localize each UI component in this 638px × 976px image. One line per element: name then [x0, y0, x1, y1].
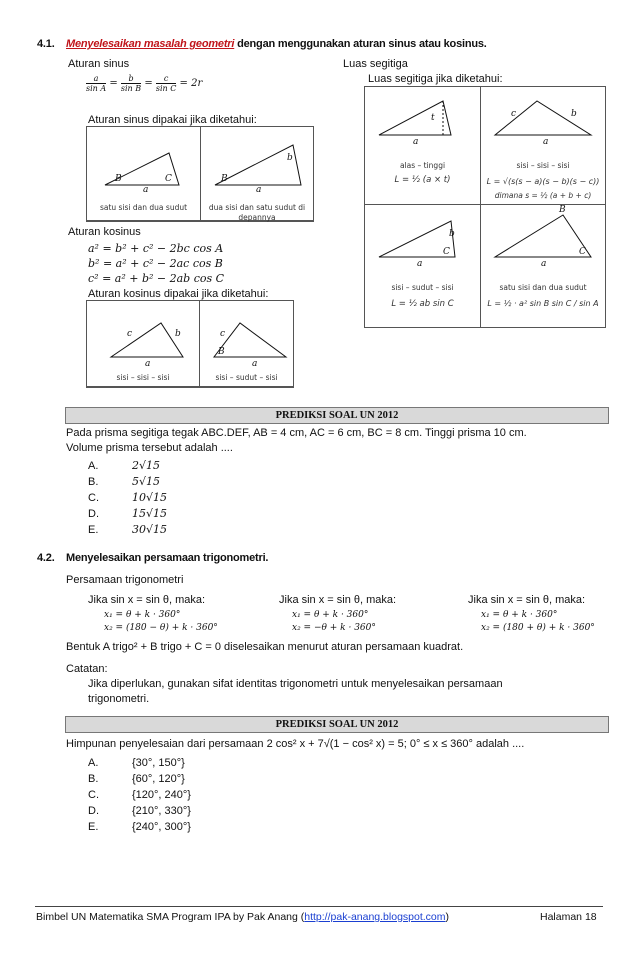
- cosine-case-1: c b a sisi – sisi – sisi: [87, 301, 200, 387]
- sine-cases-table: [86, 126, 314, 222]
- page-number: Halaman 18: [540, 911, 597, 923]
- section-number: 4.1.: [37, 38, 55, 50]
- area-case-satu-sisi-dua-sudut: B C a satu sisi dan dua sudut L = ½ · a² sin B sin C / sin A: [481, 205, 605, 327]
- trig-case-2-head: Jika sin x = sin θ, maka:: [279, 594, 397, 606]
- area-case-alas-tinggi: t a alas – tinggi L = ½ (a × t): [365, 87, 481, 205]
- quadratic-note: Bentuk A trigo² + B trigo + C = 0 diselesaikan menurut aturan persamaan kuadrat.: [66, 641, 464, 653]
- prediksi-banner: PREDIKSI SOAL UN 2012: [65, 716, 609, 733]
- sine-rule-heading: Aturan sinus: [68, 58, 130, 70]
- area-case-1-caption: alas – tinggi: [399, 161, 446, 170]
- triangle-figure: [87, 301, 199, 367]
- triangle-figure: [365, 87, 481, 147]
- section-number: 4.2.: [37, 552, 55, 564]
- cosine-formula-1: a² = b² + c² − 2bc cos A: [88, 242, 224, 255]
- trig-case-3-x1: x₁ = θ + k · 360°: [481, 610, 558, 620]
- prediksi1-question-line2: Volume prisma tersebut adalah ....: [66, 442, 233, 454]
- catatan-line2: trigonometri.: [88, 693, 150, 705]
- area-used-when: Luas segitiga jika diketahui:: [368, 73, 503, 85]
- option-c[interactable]: C. {120°, 240°}: [88, 789, 191, 801]
- option-a[interactable]: A. 2√15: [88, 459, 161, 472]
- area-case-2-extra: dimana s = ½ (a + b + c): [494, 191, 592, 200]
- option-b[interactable]: B. {60°, 120°}: [88, 773, 185, 785]
- catatan-line1: Jika diperlukan, gunakan sifat identitas trigonometri untuk menyelesaikan persamaan: [88, 678, 503, 690]
- sine-case-2: B b a dua sisi dan satu sudut di depannya: [201, 127, 313, 221]
- prediksi2-question: Himpunan penyelesaian dari persamaan 2 cos² x + 7√(1 − cos² x) = 5; 0° ≤ x ≤ 360° adalah ....: [66, 738, 525, 750]
- area-case-sisi-sudut-sisi: b C a sisi – sudut – sisi L = ½ ab sin C: [365, 205, 481, 327]
- footer-link[interactable]: http://pak-anang.blogspot.com: [304, 911, 446, 923]
- triangle-figure: [481, 205, 605, 267]
- cosine-case-2-caption: sisi – sudut – sisi: [215, 373, 278, 382]
- prediksi1-question-line1: Pada prisma segitiga tegak ABC.DEF, AB = 4 cm, AC = 6 cm, BC = 8 cm. Tinggi prisma 10 cm.: [66, 427, 527, 439]
- sine-case-2-caption: dua sisi dan satu sudut di depannya: [208, 203, 306, 222]
- trig-case-3-head: Jika sin x = sin θ, maka:: [468, 594, 586, 606]
- sine-used-when: Aturan sinus dipakai jika diketahui:: [88, 114, 257, 126]
- option-b[interactable]: B. 5√15: [88, 475, 161, 488]
- sine-case-1-caption: satu sisi dan dua sudut: [99, 203, 188, 212]
- cosine-cases-table: [86, 300, 294, 388]
- triangle-figure: [365, 205, 481, 267]
- option-d[interactable]: D. 15√15: [88, 507, 168, 520]
- catatan-label: Catatan:: [66, 663, 108, 675]
- option-e[interactable]: E. 30√15: [88, 523, 168, 536]
- cosine-case-1-caption: sisi – sisi – sisi: [116, 373, 170, 382]
- trig-case-1-x1: x₁ = θ + k · 360°: [104, 610, 181, 620]
- area-case-3-caption: sisi – sudut – sisi: [391, 283, 454, 292]
- triangle-figure: [200, 301, 293, 367]
- trig-case-2-x1: x₁ = θ + k · 360°: [292, 610, 369, 620]
- prediksi-banner: PREDIKSI SOAL UN 2012: [65, 407, 609, 424]
- trig-case-1-head: Jika sin x = sin θ, maka:: [88, 594, 206, 606]
- section-title: [66, 38, 487, 50]
- section-title: Menyelesaikan persamaan trigonometri.: [66, 552, 269, 564]
- cosine-rule-heading: Aturan kosinus: [68, 226, 141, 238]
- area-case-sisi-sisi-sisi: c b a sisi – sisi – sisi L = √(s(s − a)(s − b)(s − c)) dimana s = ½ (a + b + c): [481, 87, 605, 205]
- cosine-formula-3: c² = a² + b² − 2ab cos C: [88, 272, 225, 285]
- sine-rule-formula: $\frac{a}{\text{sin A}}$ = $\frac{b}{\text{sin B}}$ = $\frac{c}{\text{sin C}}$ = 2r: [86, 74, 203, 93]
- section-title-emphasis: Menyelesaikan masalah geometri: [66, 38, 235, 50]
- trig-case-1-x2: x₂ = (180 − θ) + k · 360°: [104, 623, 218, 633]
- area-cases-table: [364, 86, 606, 328]
- option-e[interactable]: E. {240°, 300°}: [88, 821, 191, 833]
- area-case-1-formula: L = ½ (a × t): [394, 175, 451, 185]
- section2-sub: Persamaan trigonometri: [66, 574, 184, 586]
- cosine-used-when: Aturan kosinus dipakai jika diketahui:: [88, 288, 269, 300]
- area-case-2-formula: L = √(s(s − a)(s − b)(s − c)): [486, 177, 600, 186]
- section-title-rest: dengan menggunakan aturan sinus atau kosinus.: [234, 38, 487, 50]
- sine-case-1: B C a satu sisi dan dua sudut: [87, 127, 201, 221]
- area-heading: Luas segitiga: [343, 58, 408, 70]
- area-case-4-formula: L = ½ · a² sin B sin C / sin A: [487, 299, 599, 308]
- area-case-4-caption: satu sisi dan dua sudut: [499, 283, 587, 292]
- footer-left: Bimbel UN Matematika SMA Program IPA by Pak Anang (http://pak-anang.blogspot.com): [36, 911, 450, 923]
- area-case-2-caption: sisi – sisi – sisi: [516, 161, 570, 170]
- area-case-3-formula: L = ½ ab sin C: [391, 299, 454, 309]
- trig-case-3-x2: x₂ = (180 + θ) + k · 360°: [481, 623, 595, 633]
- cosine-case-2: c B a sisi – sudut – sisi: [200, 301, 293, 387]
- option-a[interactable]: A. {30°, 150°}: [88, 757, 185, 769]
- trig-case-2-x2: x₂ = −θ + k · 360°: [292, 623, 376, 633]
- cosine-formula-2: b² = a² + c² − 2ac cos B: [88, 257, 223, 270]
- footer-divider: [35, 906, 603, 907]
- option-d[interactable]: D. {210°, 330°}: [88, 805, 191, 817]
- option-c[interactable]: C. 10√15: [88, 491, 168, 504]
